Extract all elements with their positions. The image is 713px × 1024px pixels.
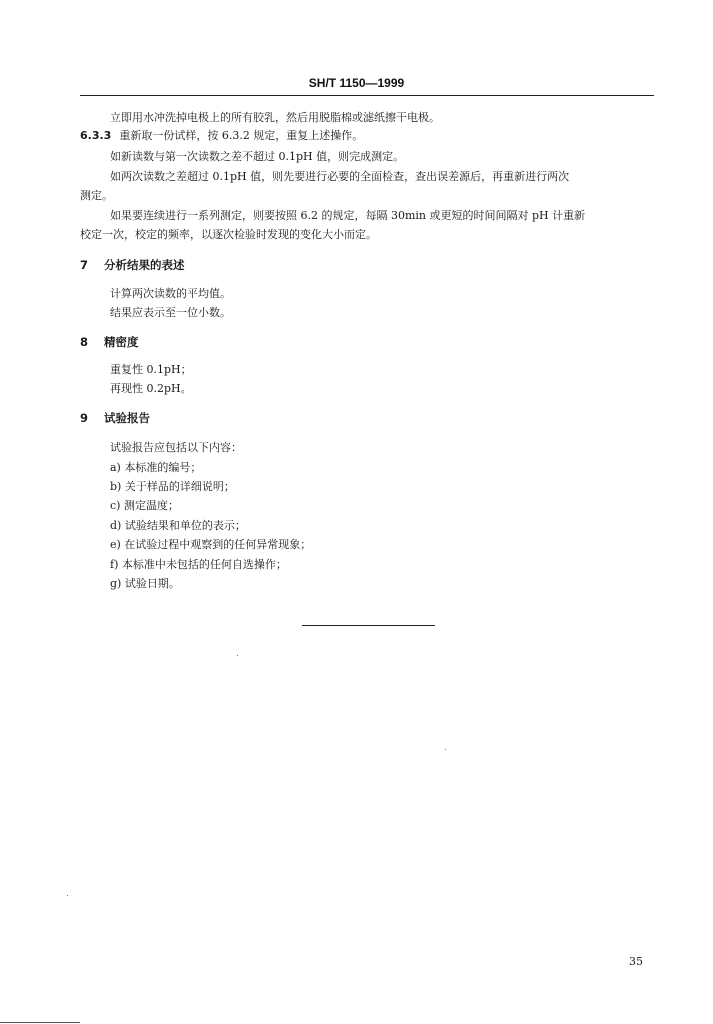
clause-6-3-3 [80, 129, 363, 142]
section-number: 7 [80, 258, 89, 272]
clause-text: 重新取一份试样，按 6.3.2 规定，重复上述操作。 [119, 129, 364, 142]
standard-code-header: SH/T 1150—1999 [308, 76, 405, 90]
section-title: 分析结果的表述 [104, 258, 185, 272]
report-item: a) 本标准的编号； [110, 461, 202, 474]
scan-speck [67, 895, 68, 896]
paragraph-series-line2: 校定一次，校定的频率，以逐次检验时发现的变化大小而定。 [80, 228, 377, 241]
section-title: 精密度 [104, 335, 139, 349]
report-item: d) 试验结果和单位的表示； [110, 519, 246, 532]
section-8-heading [80, 334, 139, 350]
section-number: 8 [80, 335, 89, 349]
section-7-line: 计算两次读数的平均值。 [110, 287, 231, 300]
scan-edge-line [0, 1022, 80, 1023]
scan-speck [237, 655, 238, 656]
report-item: e) 在试验过程中观察到的任何异常现象； [110, 538, 312, 551]
section-7-line: 结果应表示至一位小数。 [110, 306, 231, 319]
paragraph-series-line1: 如果要连续进行一系列测定，则要按照 6.2 的规定，每隔 30min 或更短的时间间隔对 pH 计重新 [110, 209, 586, 222]
paragraph-difference-line2: 测定。 [80, 189, 113, 202]
end-of-standard-rule [302, 625, 435, 626]
paragraph-new-reading: 如新读数与第一次读数之差不超过 0.1pH 值，则完成测定。 [110, 150, 405, 163]
paragraph-difference-line1: 如两次读数之差超过 0.1pH 值，则先要进行必要的全面检查，查出误差源后，再重新进行两次 [110, 170, 570, 183]
report-item: b) 关于样品的详细说明； [110, 480, 235, 493]
page-number: 35 [629, 955, 643, 968]
section-8-line: 重复性 0.1pH； [110, 363, 192, 376]
section-number: 9 [80, 411, 89, 425]
section-7-heading [80, 257, 185, 273]
clause-number: 6.3.3 [80, 129, 112, 142]
section-9-intro: 试验报告应包括以下内容： [110, 441, 242, 454]
section-9-heading [80, 410, 150, 426]
report-item: g) 试验日期。 [110, 577, 180, 590]
section-8-line: 再现性 0.2pH。 [110, 382, 192, 395]
report-item: c) 测定温度； [110, 499, 179, 512]
scan-speck [445, 749, 446, 750]
section-title: 试验报告 [104, 411, 150, 425]
report-item: f) 本标准中未包括的任何自选操作； [110, 558, 287, 571]
header-divider [80, 95, 654, 96]
paragraph-rinse-electrode: 立即用水冲洗掉电极上的所有胶乳，然后用脱脂棉或滤纸擦干电极。 [110, 111, 440, 124]
